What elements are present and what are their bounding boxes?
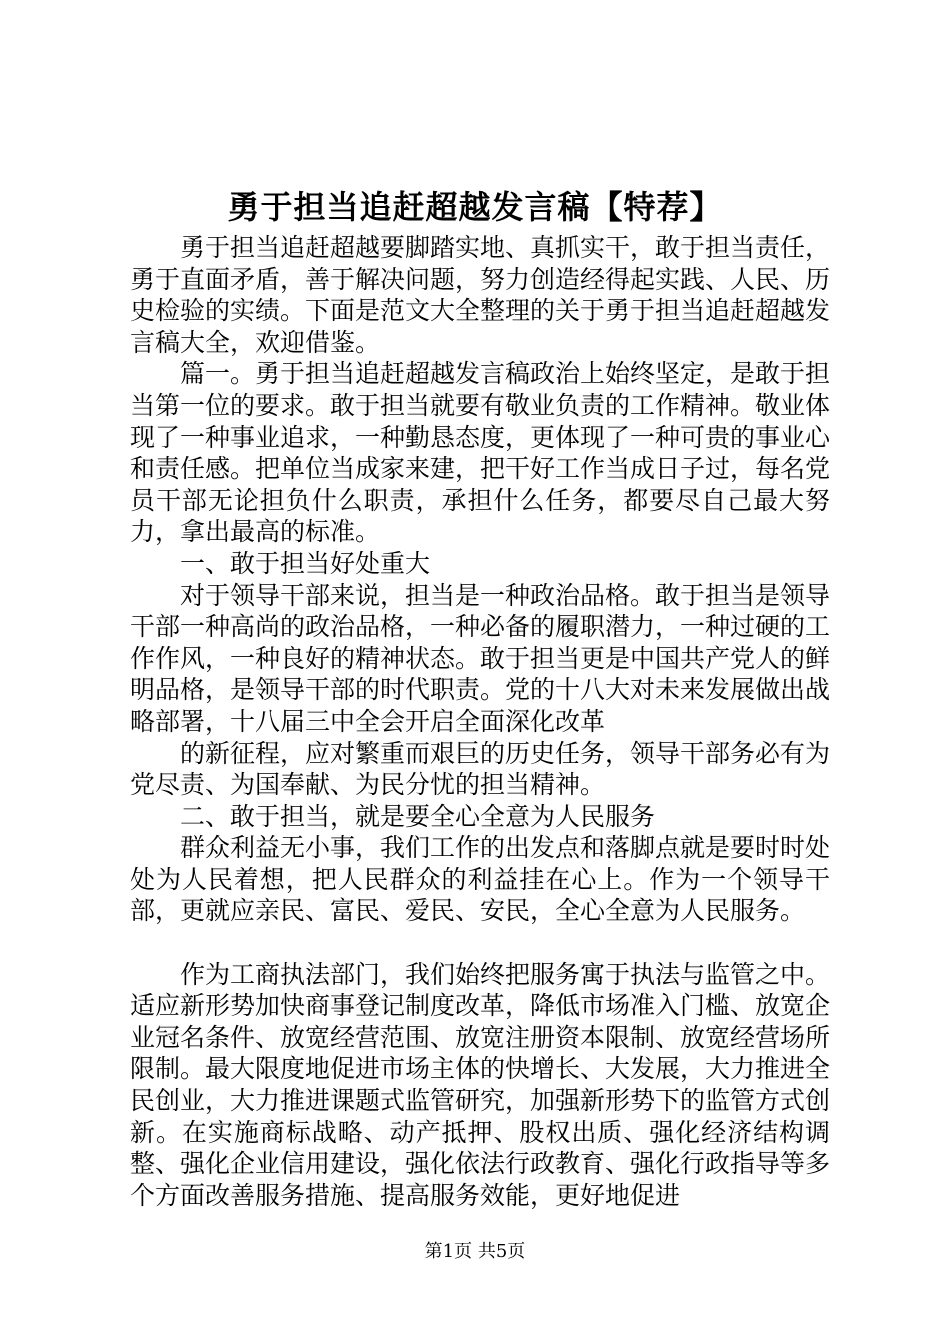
service-paragraph: 作为工商执法部门，我们始终把服务寓于执法与监管之中。适应新形势加快商事登记制度改革，降低市场准入门槛、放宽企业冠名条件、放宽经营范围、放宽注册资本限制、放宽经营场所限制。最大限度地促进市场主体的快增长、大发展，大力推进全民创业，大力推进课题式监管研究，加强新形势下的监管方式创新。在实施商标战略、动产抵押、股权出质、强化经济结构调整、强化企业信用建设，强化依法行政教育、强化行政指导等多个方面改善服务措施、提高服务效能，更好地促进 [130,959,831,1210]
document-title: 勇于担当追赶超越发言稿【特荐】 [227,188,723,226]
heading-one: 一、敢于担当好处重大 [180,548,431,578]
continuation-paragraph: 的新征程，应对繁重而艰巨的历史任务，领导干部务必有为党尽责、为国奉献、为民分忧的担当精神。 [130,738,831,800]
section-one-paragraph: 篇一。勇于担当追赶超越发言稿政治上始终坚定，是敢于担当第一位的要求。敢于担当就要有敬业负责的工作精神。敬业体现了一种事业追求，一种勤恳态度，更体现了一种可贵的事业心和责任感。把单位当成家来建，把干好工作当成日子过，每名党员干部无论担负什么职责，承担什么任务，都要尽自己最大努力，拿出最高的标准。 [130,359,831,547]
heading-two: 二、敢于担当，就是要全心全意为人民服务 [180,801,656,831]
page-number: 第1页 共5页 [424,1241,526,1262]
heading-two-paragraph: 群众利益无小事，我们工作的出发点和落脚点就是要时时处处为人民着想，把人民群众的利益挂在心上。作为一个领导干部，更就应亲民、富民、爱民、安民，全心全意为人民服务。 [130,833,831,926]
intro-paragraph: 勇于担当追赶超越要脚踏实地、真抓实干，敢于担当责任，勇于直面矛盾，善于解决问题，努力创造经得起实践、人民、历史检验的实绩。下面是范文大全整理的关于勇于担当追赶超越发言稿大全，欢迎借鉴。 [130,233,831,357]
heading-one-paragraph: 对于领导干部来说，担当是一种政治品格。敢于担当是领导干部一种高尚的政治品格，一种必备的履职潜力，一种过硬的工作作风，一种良好的精神状态。敢于担当更是中国共产党人的鲜明品格，是领导干部的时代职责。党的十八大对未来发展做出战略部署，十八届三中全会开启全面深化改革 [130,580,831,736]
document-body [130,232,830,1211]
